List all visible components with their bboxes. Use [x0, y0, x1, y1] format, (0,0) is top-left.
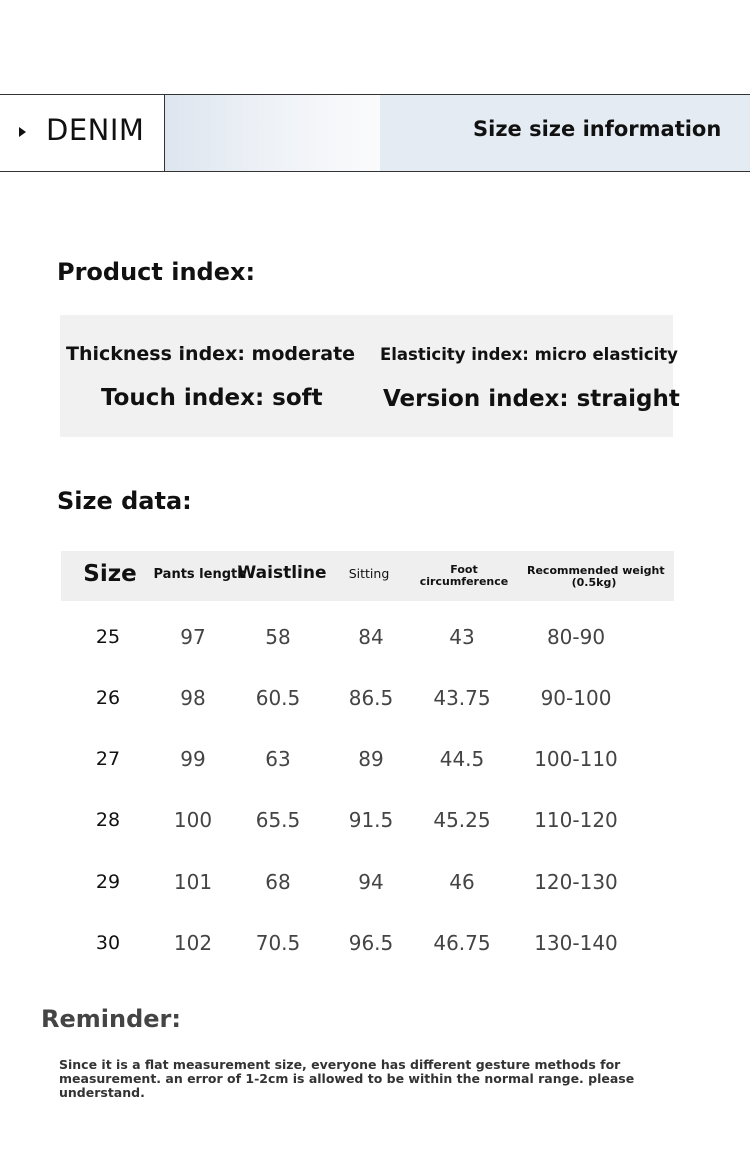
col-header-waistline: Waistline: [237, 563, 327, 583]
cell-recommended-weight: 100-110: [534, 747, 618, 771]
page-title: Size size information: [473, 117, 722, 141]
cell-foot-circumference: 45.25: [433, 808, 491, 832]
brand-name: DENIM: [46, 113, 145, 147]
cell-pants-length: 98: [180, 686, 206, 710]
col-header-weight-line1: Recommended weight: [527, 564, 665, 577]
table-row: [61, 912, 674, 974]
table-row: [61, 667, 674, 729]
cell-size: 30: [95, 932, 121, 954]
table-row: [61, 851, 674, 913]
cell-pants-length: 102: [173, 931, 213, 955]
cell-foot-circumference: 43: [449, 625, 475, 649]
cell-waistline: 65.5: [255, 808, 301, 832]
header-gradient-panel: [165, 95, 380, 171]
cell-size: 25: [95, 626, 121, 648]
header-band: [0, 94, 750, 172]
cell-foot-circumference: 44.5: [439, 747, 485, 771]
elasticity-index: Elasticity index: micro elasticity: [380, 345, 678, 364]
thickness-index: Thickness index: moderate: [66, 343, 356, 365]
cell-waistline: 60.5: [255, 686, 301, 710]
cell-waistline: 63: [265, 747, 291, 771]
cell-waistline: 58: [265, 625, 291, 649]
triangle-right-icon: [19, 127, 26, 137]
cell-sitting: 84: [358, 625, 384, 649]
col-header-recommended-weight: [527, 564, 665, 589]
reminder-heading: Reminder:: [41, 1005, 181, 1033]
col-header-sitting: Sitting: [348, 566, 390, 581]
cell-size: 27: [95, 748, 121, 770]
brand-block: [0, 95, 165, 171]
table-row: [61, 789, 674, 851]
col-header-foot-line2: circumference: [419, 574, 509, 588]
cell-recommended-weight: 130-140: [534, 931, 618, 955]
cell-foot-circumference: 46.75: [433, 931, 491, 955]
cell-pants-length: 100: [173, 808, 213, 832]
size-table-header: [61, 551, 674, 601]
table-row: [61, 606, 674, 668]
col-header-foot-circumference: [415, 564, 513, 587]
col-header-foot-line1: Foot: [450, 563, 478, 576]
cell-recommended-weight: 80-90: [546, 625, 606, 649]
version-index: Version index: straight: [383, 386, 680, 412]
product-index-heading: Product index:: [57, 258, 256, 286]
product-index-panel: [60, 315, 680, 437]
cell-size: 26: [95, 687, 121, 709]
cell-foot-circumference: 43.75: [433, 686, 491, 710]
cell-size: 28: [95, 809, 121, 831]
cell-pants-length: 97: [180, 625, 206, 649]
touch-index: Touch index: soft: [101, 385, 323, 411]
cell-recommended-weight: 110-120: [534, 808, 618, 832]
col-header-pants-length: Pants length: [153, 567, 247, 582]
cell-waistline: 68: [265, 870, 291, 894]
cell-foot-circumference: 46: [449, 870, 475, 894]
cell-sitting: 96.5: [348, 931, 394, 955]
col-header-size: Size: [83, 561, 137, 587]
cell-sitting: 91.5: [348, 808, 394, 832]
col-header-weight-line2: (0.5kg): [571, 575, 617, 589]
cell-sitting: 89: [358, 747, 384, 771]
cell-waistline: 70.5: [255, 931, 301, 955]
cell-pants-length: 99: [180, 747, 206, 771]
table-row: [61, 728, 674, 790]
cell-recommended-weight: 120-130: [534, 870, 618, 894]
cell-recommended-weight: 90-100: [540, 686, 612, 710]
cell-size: 29: [95, 871, 121, 893]
cell-pants-length: 101: [173, 870, 213, 894]
cell-sitting: 86.5: [348, 686, 394, 710]
reminder-text: Since it is a flat measurement size, everyone has different gesture methods for measurement. an error of 1-2cm is allowed to be within the normal range. please understand.: [59, 1057, 635, 1100]
cell-sitting: 94: [358, 870, 384, 894]
header-title-panel: [380, 95, 750, 171]
size-data-heading: Size data:: [57, 487, 192, 515]
